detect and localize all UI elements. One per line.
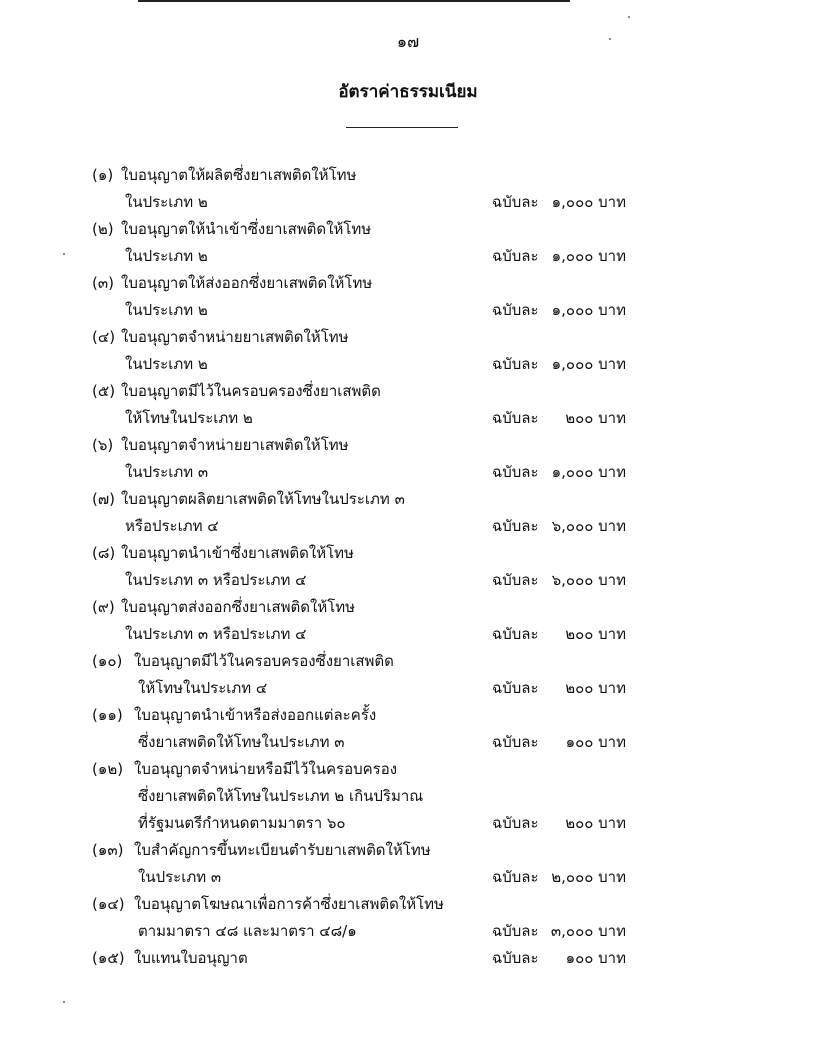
fee-item-text: ใบอนุญาตส่งออกซึ่งยาเสพติดให้โทษ	[121, 598, 356, 616]
amount-value: ๒๐๐ บาท	[565, 814, 626, 832]
fee-item-text: ให้โทษในประเภท ๔	[138, 679, 268, 697]
fee-item-text: ใบอนุญาตมีไว้ในครอบครองซึ่งยาเสพติด	[121, 382, 381, 400]
amount-value: ๑,๐๐๐ บาท	[551, 355, 626, 373]
fee-item-text: ในประเภท ๓ หรือประเภท ๔	[125, 571, 307, 589]
amount-value: ๓,๐๐๐ บาท	[550, 922, 626, 940]
per-copy-label: ฉบับละ	[492, 409, 539, 427]
fee-item-number: (๑๔)	[92, 895, 125, 913]
fee-item-text: ใบอนุญาตมีไว้ในครอบครองซึ่งยาเสพติด	[134, 652, 394, 670]
fee-item-text: ในประเภท ๓ หรือประเภท ๔	[125, 625, 307, 643]
page-title: อัตราค่าธรรมเนียม	[338, 82, 478, 102]
per-copy-label: ฉบับละ	[492, 814, 539, 832]
fee-item-text: ใบอนุญาตให้ผลิตซึ่งยาเสพติดให้โทษ	[121, 166, 357, 184]
fee-item-text: ที่รัฐมนตรีกำหนดตามมาตรา ๖๐	[138, 814, 346, 832]
amount-value: ๖,๐๐๐ บาท	[551, 517, 626, 535]
per-copy-label: ฉบับละ	[492, 517, 539, 535]
fee-item-text: ใบอนุญาตนำเข้าหรือส่งออกแต่ละครั้ง	[134, 706, 377, 724]
fee-item-text: หรือประเภท ๔	[125, 517, 219, 535]
per-copy-label: ฉบับละ	[492, 868, 539, 886]
scan-speck	[63, 1001, 65, 1003]
fee-item-number: (๑๐)	[92, 652, 123, 670]
amount-value: ๑,๐๐๐ บาท	[551, 247, 626, 265]
fee-item-text: ในประเภท ๒	[125, 301, 208, 319]
scan-speck	[609, 38, 611, 40]
per-copy-label: ฉบับละ	[492, 922, 539, 940]
fee-item-text: ซึ่งยาเสพติดให้โทษในประเภท ๒ เกินปริมาณ	[138, 787, 424, 805]
top-border-line	[138, 0, 570, 2]
fee-item-number: (๖)	[92, 436, 114, 454]
fee-item-number: (๑๑)	[92, 706, 123, 724]
amount-value: ๑๐๐ บาท	[565, 733, 626, 751]
amount-value: ๒๐๐ บาท	[565, 625, 626, 643]
fee-item-number: (๔)	[92, 328, 116, 346]
fee-item-number: (๑๒)	[92, 760, 124, 778]
amount-value: ๑,๐๐๐ บาท	[551, 463, 626, 481]
per-copy-label: ฉบับละ	[492, 301, 539, 319]
per-copy-label: ฉบับละ	[492, 193, 539, 211]
fee-item-text: ให้โทษในประเภท ๒	[125, 409, 253, 427]
fee-item-number: (๗)	[92, 490, 115, 508]
fee-item-number: (๘)	[92, 544, 116, 562]
fee-item-text: ในประเภท ๒	[125, 355, 208, 373]
fee-item-number: (๑)	[92, 166, 114, 184]
scan-speck	[63, 253, 65, 255]
page-number: ๑๗	[396, 32, 420, 51]
fee-item-text: ตามมาตรา ๔๘ และมาตรา ๔๘/๑	[138, 922, 357, 940]
per-copy-label: ฉบับละ	[492, 355, 539, 373]
amount-value: ๒๐๐ บาท	[565, 409, 626, 427]
fee-item-number: (๓)	[92, 274, 114, 292]
fee-item-number: (๙)	[92, 598, 115, 616]
per-copy-label: ฉบับละ	[492, 625, 539, 643]
amount-value: ๒๐๐ บาท	[565, 679, 626, 697]
per-copy-label: ฉบับละ	[492, 949, 539, 967]
fee-item-text: ใบอนุญาตนำเข้าซึ่งยาเสพติดให้โทษ	[121, 544, 354, 562]
fee-item-text: ใบอนุญาตให้ส่งออกซึ่งยาเสพติดให้โทษ	[121, 274, 373, 292]
fee-item-text: ซึ่งยาเสพติดให้โทษในประเภท ๓	[138, 733, 345, 751]
amount-value: ๑,๐๐๐ บาท	[551, 301, 626, 319]
amount-value: ๑๐๐ บาท	[565, 949, 626, 967]
fee-item-text: ในประเภท ๒	[125, 193, 208, 211]
fee-item-text: ในประเภท ๓	[125, 463, 209, 481]
fee-item-text: ใบอนุญาตให้นำเข้าซึ่งยาเสพติดให้โทษ	[121, 220, 372, 238]
fee-item-text: ใบสำคัญการขึ้นทะเบียนตำรับยาเสพติดให้โทษ	[134, 841, 431, 859]
title-underline	[346, 127, 458, 128]
amount-value: ๖,๐๐๐ บาท	[551, 571, 626, 589]
fee-item-number: (๑๕)	[92, 949, 125, 967]
scan-speck	[628, 16, 630, 18]
per-copy-label: ฉบับละ	[492, 571, 539, 589]
amount-value: ๒,๐๐๐ บาท	[551, 868, 626, 886]
fee-item-text: ใบอนุญาตจำหน่ายยาเสพติดให้โทษ	[121, 328, 349, 346]
fee-item-text: ใบอนุญาตจำหน่ายยาเสพติดให้โทษ	[121, 436, 349, 454]
fee-item-number: (๑๓)	[92, 841, 124, 859]
fee-item-number: (๒)	[92, 220, 114, 238]
fee-item-text: ในประเภท ๓	[138, 868, 222, 886]
fee-item-number: (๕)	[92, 382, 116, 400]
amount-value: ๑,๐๐๐ บาท	[551, 193, 626, 211]
per-copy-label: ฉบับละ	[492, 463, 539, 481]
per-copy-label: ฉบับละ	[492, 247, 539, 265]
per-copy-label: ฉบับละ	[492, 733, 539, 751]
fee-item-text: ใบแทนใบอนุญาต	[134, 949, 248, 967]
per-copy-label: ฉบับละ	[492, 679, 539, 697]
fee-item-text: ใบอนุญาตจำหน่ายหรือมีไว้ในครอบครอง	[134, 760, 398, 778]
fee-item-text: ใบอนุญาตผลิตยาเสพติดให้โทษในประเภท ๓	[121, 490, 405, 508]
fee-item-text: ในประเภท ๒	[125, 247, 208, 265]
fee-item-text: ใบอนุญาตโฆษณาเพื่อการค้าซึ่งยาเสพติดให้โทษ	[134, 895, 444, 913]
